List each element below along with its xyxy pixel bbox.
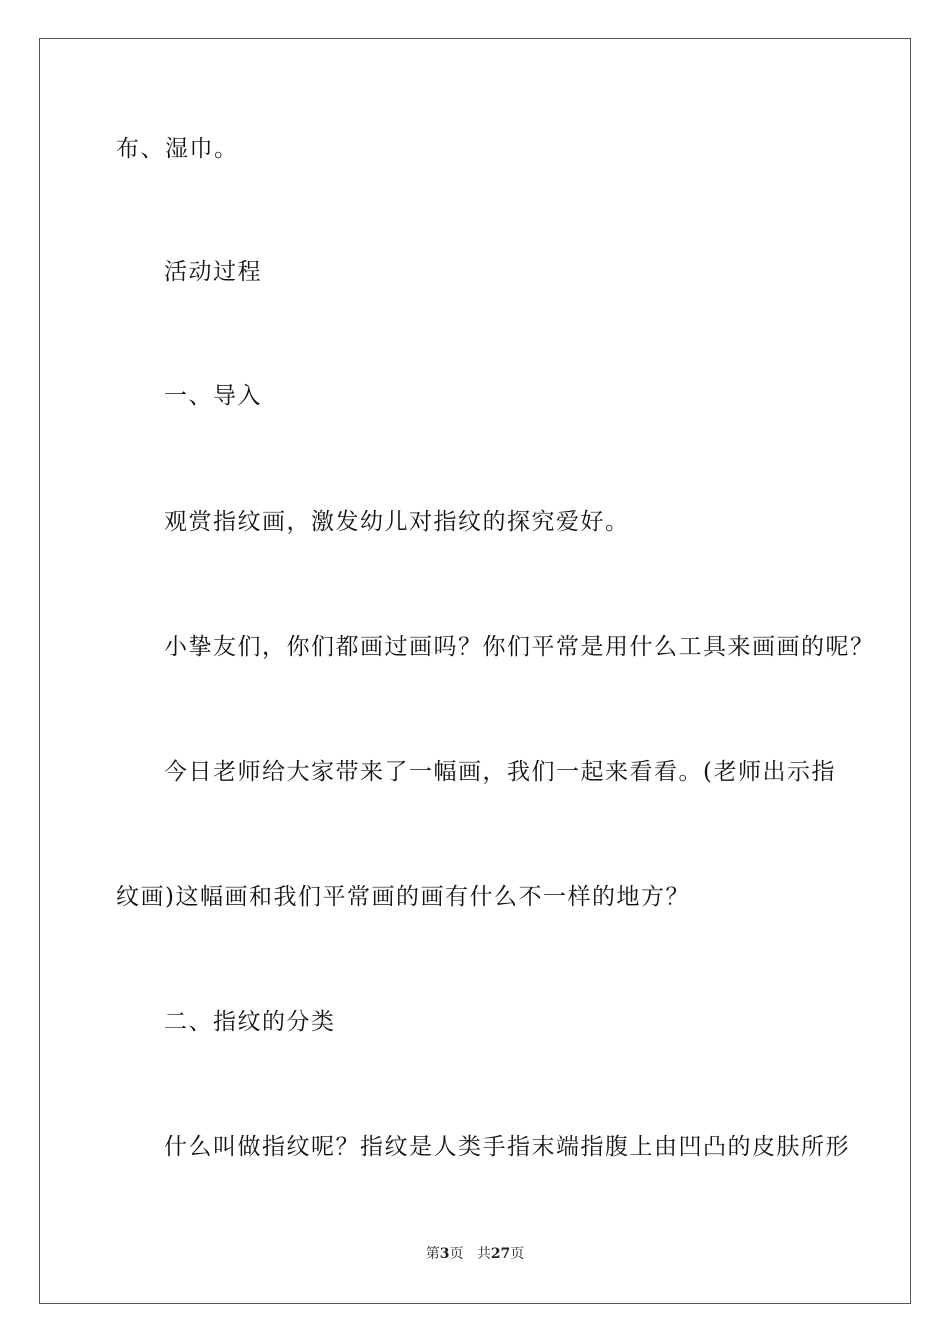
section-heading-introduction: 一、导入 [164,383,262,409]
footer-page-number: 3 [439,1246,450,1262]
section-heading-fingerprint-types: 二、指纹的分类 [164,1009,336,1035]
paragraph-line-7: 纹画)这幅画和我们平常画的画有什么不一样的地方？ [116,884,690,910]
section-heading-activity-process: 活动过程 [164,259,262,285]
paragraph-line-5: 小挚友们，你们都画过画吗？你们平常是用什么工具来画画的呢？ [164,634,875,660]
footer-total-prefix: 共 [476,1246,491,1262]
footer-page-suffix: 页 [449,1246,464,1262]
page-border [39,38,911,1304]
footer-page-prefix: 第 [425,1246,440,1262]
footer-total-suffix: 页 [510,1246,525,1262]
footer-total-pages: 27 [490,1246,511,1262]
paragraph-line-4: 观赏指纹画，激发幼儿对指纹的探究爱好。 [164,509,630,535]
paragraph-line-6: 今日老师给大家带来了一幅画，我们一起来看看。(老师出示指 [164,759,836,785]
page-footer [0,1244,950,1264]
text-line-1: 布、湿巾。 [116,136,239,162]
paragraph-line-9: 什么叫做指纹呢？指纹是人类手指末端指腹上由凹凸的皮肤所形 [164,1134,850,1160]
